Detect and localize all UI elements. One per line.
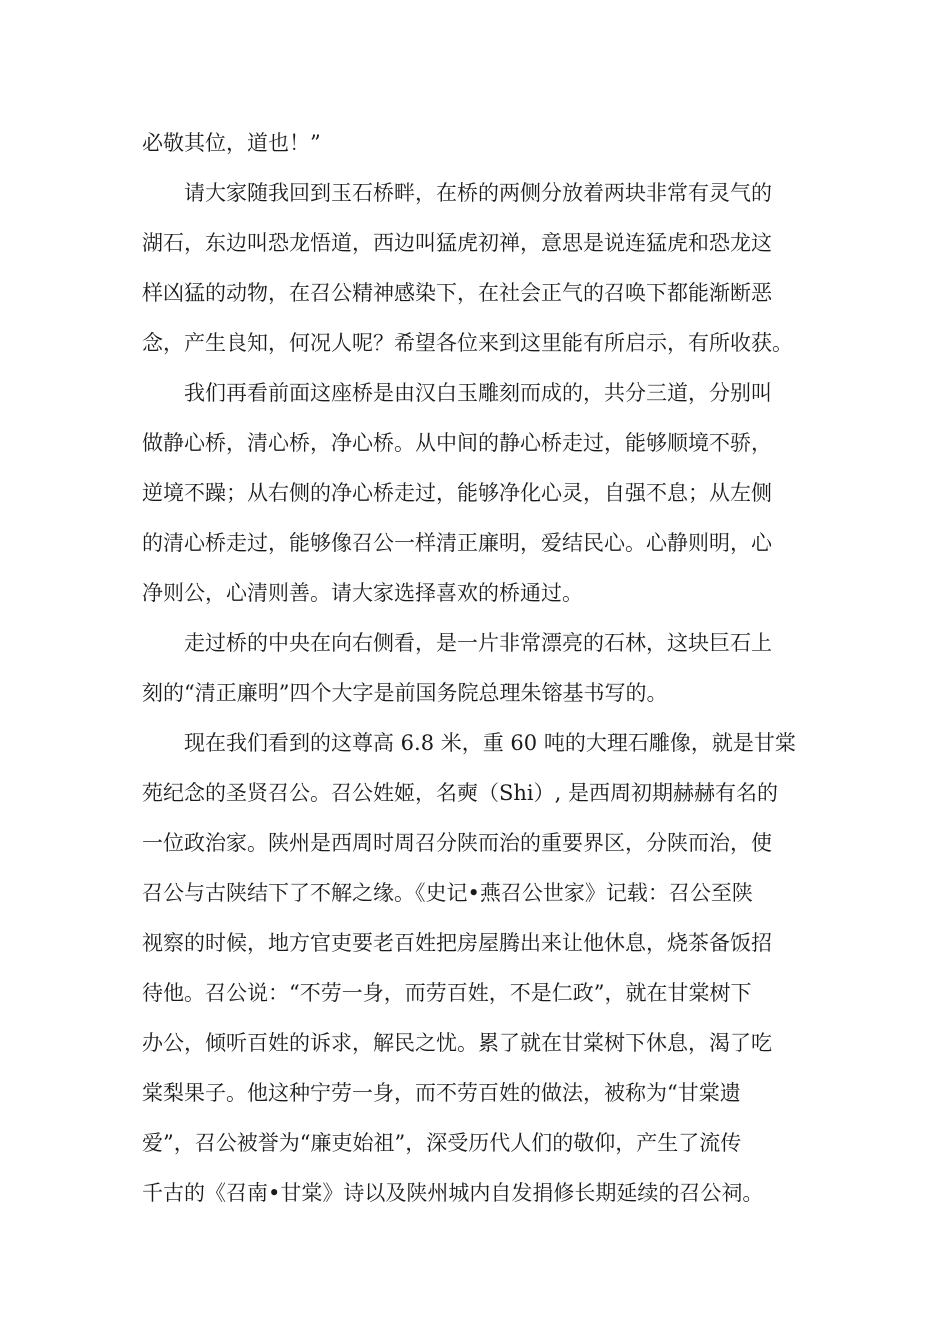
paragraph-5-line-2: 苑纪念的圣贤召公。召公姓姬，名奭（Shi）, 是西周初期赫赫有名的 [142,781,778,805]
paragraph-4-line-2: 刻的“清正廉明”四个大字是前国务院总理朱镕基书写的。 [142,681,668,705]
paragraph-5-line-3: 一位政治家。陕州是西周时周召分陕而治的重要界区，分陕而治，使 [142,831,772,855]
paragraph-4-line-1: 走过桥的中央在向右侧看，是一片非常漂亮的石林，这块巨石上 [184,631,772,655]
paragraph-5-line-8: 棠梨果子。他这种宁劳一身，而不劳百姓的做法，被称为“甘棠遗 [142,1081,741,1105]
paragraph-3-line-3: 逆境不躁；从右侧的净心桥走过，能够净化心灵，自强不息；从左侧 [142,481,772,505]
paragraph-1-line-1: 必敬其位，道也！” [142,131,321,155]
paragraph-5-line-9: 爱”，召公被誉为“廉吏始祖”，深受历代人们的敬仰，产生了流传 [142,1131,742,1155]
paragraph-5-line-6: 待他。召公说：“不劳一身，而劳百姓，不是仁政”，就在甘棠树下 [142,981,752,1005]
paragraph-2-line-1: 请大家随我回到玉石桥畔，在桥的两侧分放着两块非常有灵气的 [184,181,772,205]
paragraph-2-line-3: 样凶猛的动物，在召公精神感染下，在社会正气的召唤下都能渐断恶 [142,281,772,305]
paragraph-5-line-10: 千古的《召南•甘棠》诗以及陕州城内自发捐修长期延续的召公祠。 [142,1181,764,1205]
paragraph-2-line-2: 湖石，东边叫恐龙悟道，西边叫猛虎初禅，意思是说连猛虎和恐龙这 [142,231,772,255]
paragraph-3-line-4: 的清心桥走过，能够像召公一样清正廉明，爱结民心。心静则明，心 [142,531,772,555]
paragraph-3-line-1: 我们再看前面这座桥是由汉白玉雕刻而成的，共分三道，分别叫 [184,381,772,405]
paragraph-2-line-4: 念，产生良知，何况人呢？希望各位来到这里能有所启示，有所收获。 [142,331,793,355]
paragraph-5-line-5: 视察的时候，地方官吏要老百姓把房屋腾出来让他休息，烧茶备饭招 [142,931,772,955]
paragraph-5-line-7: 办公，倾听百姓的诉求，解民之忧。累了就在甘棠树下休息，渴了吃 [142,1031,772,1055]
document-body [142,118,832,1218]
paragraph-5-line-4: 召公与古陕结下了不解之缘。《史记•燕召公世家》记载：召公至陕 [142,881,753,905]
paragraph-5-line-1: 现在我们看到的这尊高 6.8 米，重 60 吨的大理石雕像，就是甘棠 [184,731,796,755]
paragraph-3-line-5: 净则公，心清则善。请大家选择喜欢的桥通过。 [142,581,583,605]
paragraph-3-line-2: 做静心桥，清心桥，净心桥。从中间的静心桥走过，能够顺境不骄， [142,431,772,455]
